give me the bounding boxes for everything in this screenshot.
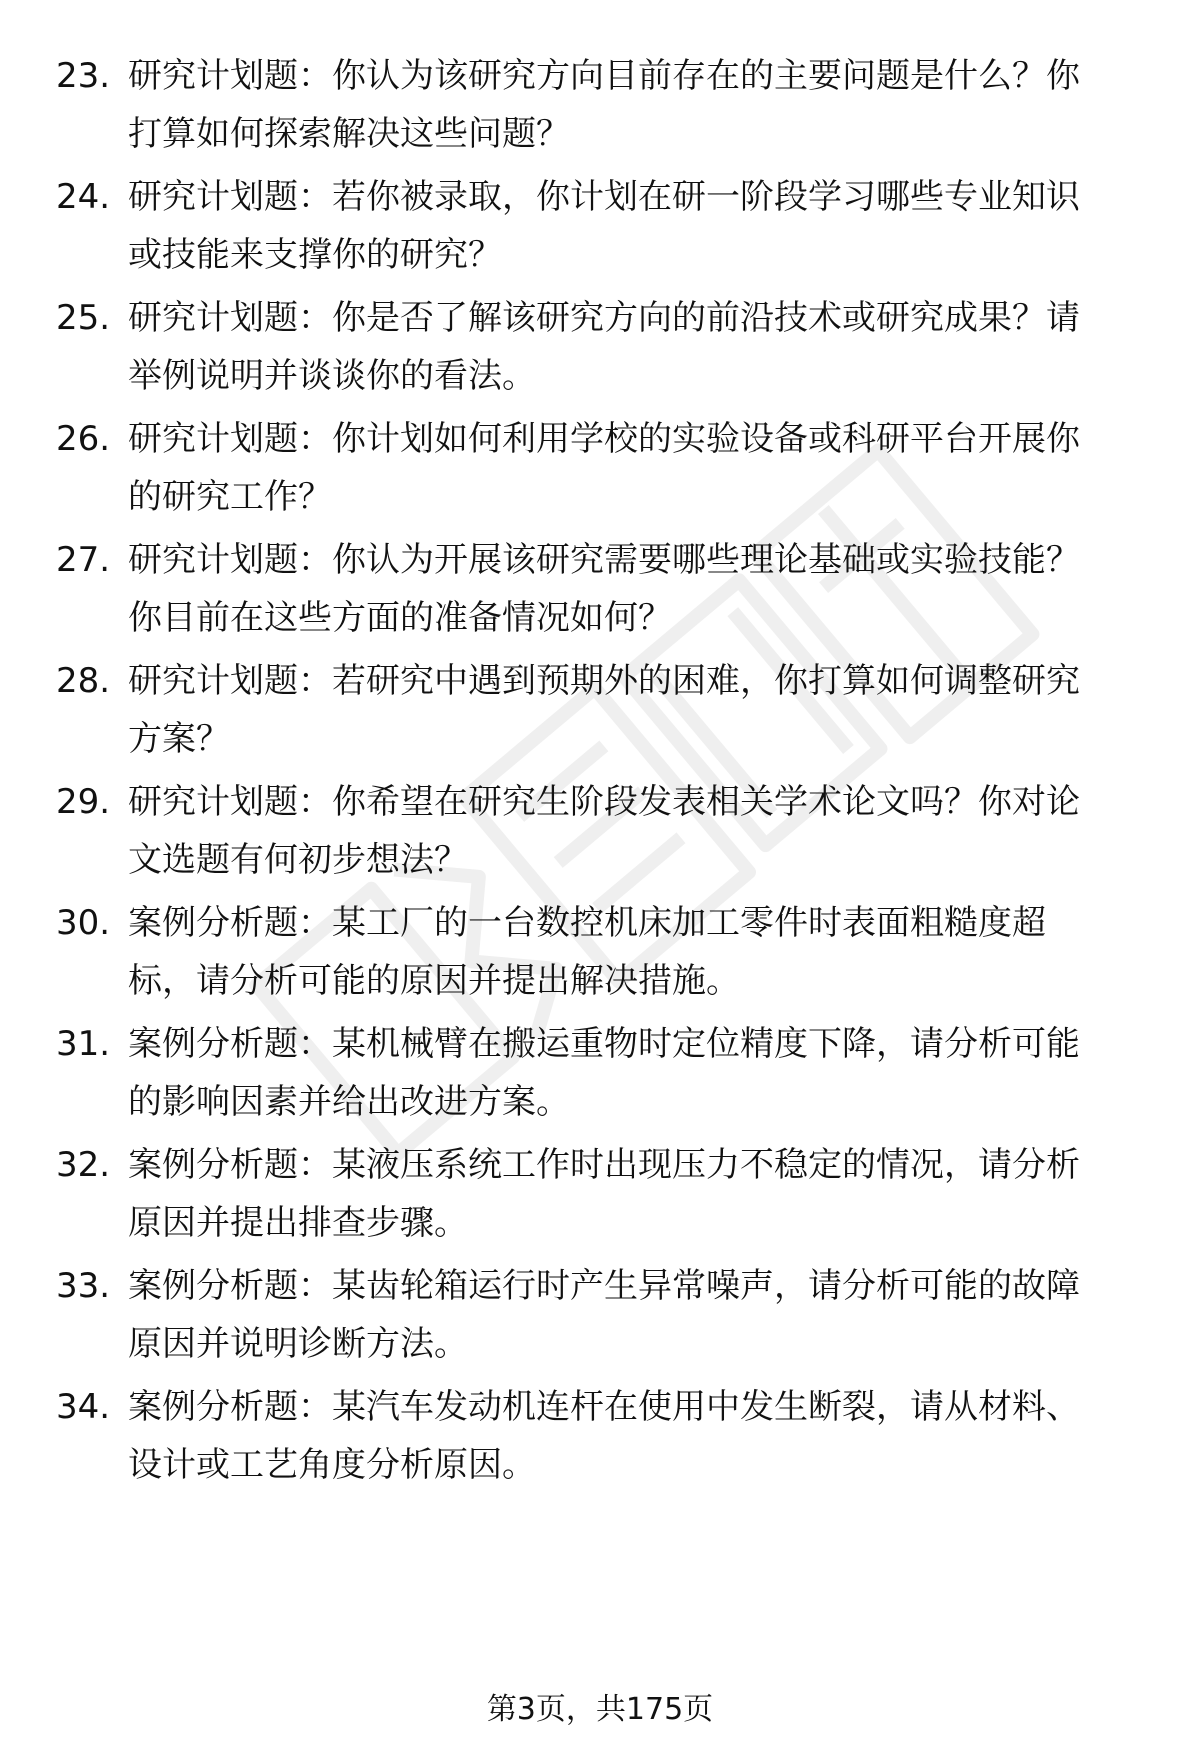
question-line: 的研究工作？ [128,477,332,517]
question-line: 案例分析题：某工厂的一台数控机床加工零件时表面粗糙度超 [128,903,1046,943]
question-number: 30. [56,903,111,943]
list-item [0,410,1200,520]
question-number: 31. [56,1024,111,1064]
question-line: 方案？ [128,719,230,759]
list-item [0,1136,1200,1246]
list-item [0,168,1200,278]
question-line: 研究计划题：你计划如何利用学校的实验设备或科研平台开展你 [128,419,1080,459]
question-line: 研究计划题：若研究中遇到预期外的困难，你打算如何调整研究 [128,661,1080,701]
question-line: 举例说明并谈谈你的看法。 [128,356,536,396]
question-number: 27. [56,540,111,580]
question-number: 28. [56,661,111,701]
question-number: 23. [56,56,111,96]
question-text [128,652,1158,768]
question-text [128,894,1158,1010]
question-text [128,1257,1158,1373]
question-line: 的影响因素并给出改进方案。 [128,1082,570,1122]
question-number: 24. [56,177,111,217]
question-line: 研究计划题：若你被录取，你计划在研一阶段学习哪些专业知识 [128,177,1080,217]
question-line: 标，请分析可能的原因并提出解决措施。 [128,961,740,1001]
list-item [0,652,1200,762]
question-line: 设计或工艺角度分析原因。 [128,1445,536,1485]
question-line: 研究计划题：你认为开展该研究需要哪些理论基础或实验技能？ [128,540,1080,580]
list-item [0,1378,1200,1488]
question-text [128,1378,1158,1494]
question-line: 原因并提出排查步骤。 [128,1203,468,1243]
list-item [0,289,1200,399]
question-line: 研究计划题：你是否了解该研究方向的前沿技术或研究成果？请 [128,298,1080,338]
list-item [0,531,1200,641]
question-line: 案例分析题：某液压系统工作时出现压力不稳定的情况，请分析 [128,1145,1080,1185]
list-item [0,773,1200,883]
question-text [128,1015,1158,1131]
question-text [128,773,1158,889]
question-text [128,410,1158,526]
question-number: 26. [56,419,111,459]
question-number: 25. [56,298,111,338]
question-number: 34. [56,1387,111,1427]
question-line: 案例分析题：某机械臂在搬运重物时定位精度下降，请分析可能 [128,1024,1080,1064]
question-text [128,168,1158,284]
question-line: 原因并说明诊断方法。 [128,1324,468,1364]
question-number: 32. [56,1145,111,1185]
list-item [0,1015,1200,1125]
question-text [128,289,1158,405]
question-line: 文选题有何初步想法？ [128,840,468,880]
question-text [128,47,1158,163]
list-item [0,1257,1200,1367]
question-line: 案例分析题：某齿轮箱运行时产生异常噪声，请分析可能的故障 [128,1266,1080,1306]
question-number: 33. [56,1266,111,1306]
list-item [0,894,1200,1004]
question-line: 你目前在这些方面的准备情况如何？ [128,598,672,638]
question-line: 打算如何探索解决这些问题？ [128,114,570,154]
question-line: 或技能来支撑你的研究？ [128,235,502,275]
question-text [128,531,1158,647]
question-line: 研究计划题：你希望在研究生阶段发表相关学术论文吗？你对论 [128,782,1080,822]
question-line: 研究计划题：你认为该研究方向目前存在的主要问题是什么？你 [128,56,1080,96]
question-text [128,1136,1158,1252]
list-item [0,47,1200,157]
page-number: 第3页，共175页 [486,1692,714,1727]
question-number: 29. [56,782,111,822]
question-line: 案例分析题：某汽车发动机连杆在使用中发生断裂，请从材料、 [128,1387,1080,1427]
